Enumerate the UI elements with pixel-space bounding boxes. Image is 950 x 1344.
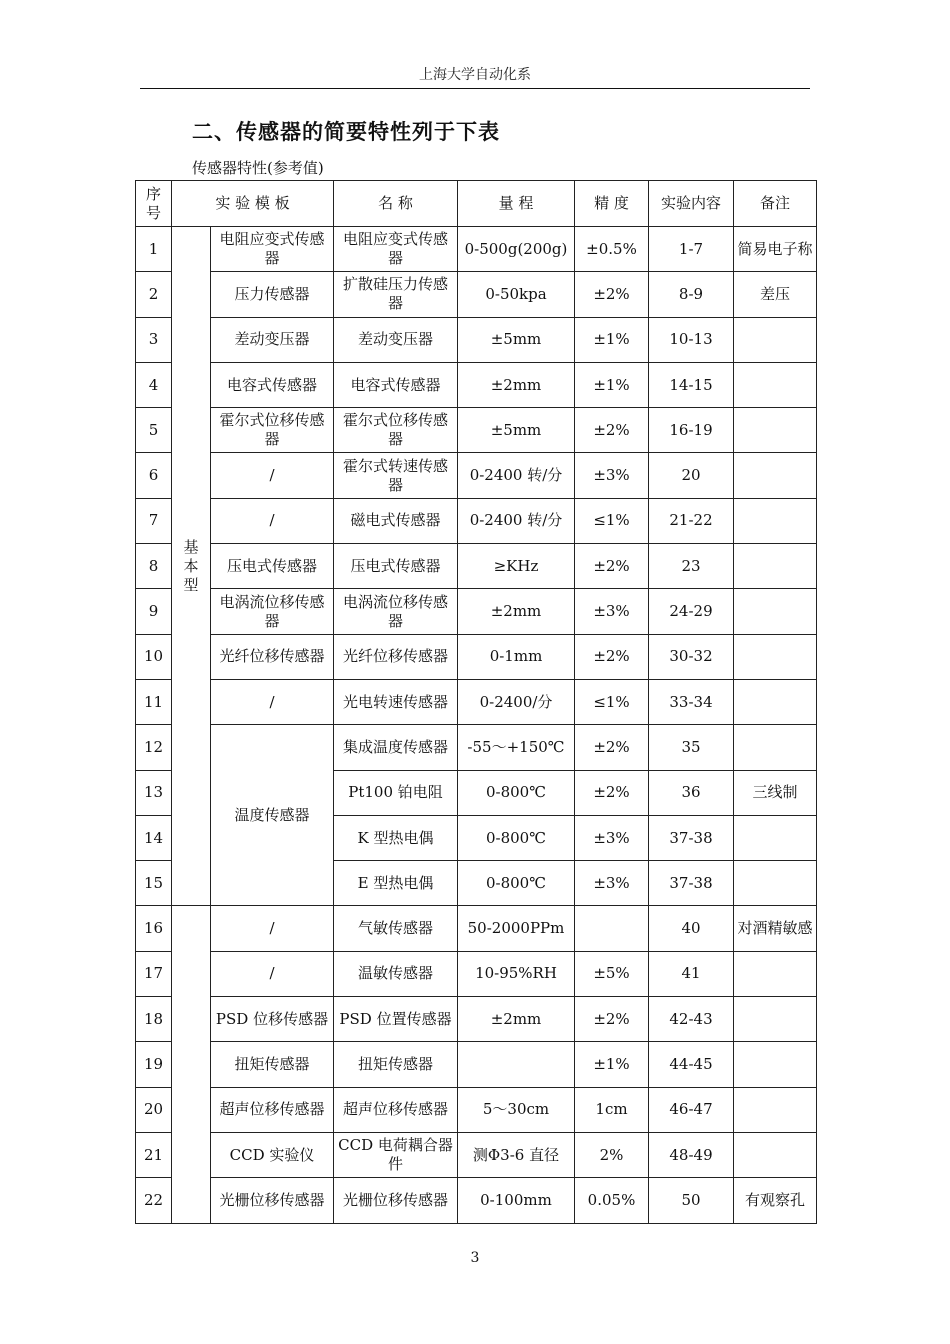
accuracy-cell: ±2%: [575, 725, 649, 770]
table-row: [136, 498, 817, 543]
row-number: 17: [136, 951, 172, 996]
note-cell: [734, 1087, 817, 1132]
module-cell: 扭矩传感器: [211, 1042, 334, 1087]
name-cell: 光栅位移传感器: [334, 1178, 458, 1223]
sensor-spec-table: [135, 180, 817, 1224]
accuracy-cell: ±2%: [575, 634, 649, 679]
range-cell: -55～+150℃: [458, 725, 575, 770]
range-cell: 0-800℃: [458, 770, 575, 815]
row-number: 1: [136, 227, 172, 272]
accuracy-cell: ≤1%: [575, 679, 649, 724]
table-row: [136, 589, 817, 634]
name-cell: 扭矩传感器: [334, 1042, 458, 1087]
name-cell: 电容式传感器: [334, 362, 458, 407]
module-cell: 电阻应变式传感器: [211, 227, 334, 272]
range-cell: 5～30cm: [458, 1087, 575, 1132]
table-row: [136, 997, 817, 1042]
experiment-cell: 36: [649, 770, 734, 815]
name-cell: 差动变压器: [334, 317, 458, 362]
row-number: 16: [136, 906, 172, 951]
note-cell: [734, 1132, 817, 1177]
experiment-cell: 24-29: [649, 589, 734, 634]
note-cell: 简易电子称: [734, 227, 817, 272]
module-cell: 压电式传感器: [211, 544, 334, 589]
header-cell-experiment: 实验内容: [649, 181, 734, 227]
module-cell: 压力传感器: [211, 272, 334, 317]
module-cell: /: [211, 679, 334, 724]
accuracy-cell: 1cm: [575, 1087, 649, 1132]
note-cell: [734, 498, 817, 543]
accuracy-cell: ±2%: [575, 272, 649, 317]
experiment-cell: 16-19: [649, 408, 734, 453]
note-cell: [734, 815, 817, 860]
range-cell: ±2mm: [458, 997, 575, 1042]
table-row: [136, 951, 817, 996]
range-cell: ±5mm: [458, 317, 575, 362]
name-cell: 温敏传感器: [334, 951, 458, 996]
name-cell: CCD 电荷耦合器件: [334, 1132, 458, 1177]
module-cell: /: [211, 951, 334, 996]
table-header-row: [136, 181, 817, 227]
range-cell: 0-2400 转/分: [458, 498, 575, 543]
range-cell: 0-2400/分: [458, 679, 575, 724]
row-number: 15: [136, 861, 172, 906]
accuracy-cell: ±0.5%: [575, 227, 649, 272]
module-cell: 电容式传感器: [211, 362, 334, 407]
module-cell: 光栅位移传感器: [211, 1178, 334, 1223]
row-number: 7: [136, 498, 172, 543]
table-row: [136, 1042, 817, 1087]
accuracy-cell: ±1%: [575, 317, 649, 362]
accuracy-cell: ±3%: [575, 815, 649, 860]
experiment-cell: 37-38: [649, 815, 734, 860]
row-number: 11: [136, 679, 172, 724]
range-cell: 0-100mm: [458, 1178, 575, 1223]
range-cell: 0-1mm: [458, 634, 575, 679]
module-cell: /: [211, 453, 334, 498]
note-cell: 对酒精敏感: [734, 906, 817, 951]
experiment-cell: 33-34: [649, 679, 734, 724]
table-row: [136, 679, 817, 724]
name-cell: 电阻应变式传感器: [334, 227, 458, 272]
name-cell: 超声位移传感器: [334, 1087, 458, 1132]
table-row: [136, 227, 817, 272]
group-label: [175, 538, 207, 595]
group-label-char: 本: [183, 556, 199, 575]
table-row: [136, 1132, 817, 1177]
table-row: [136, 1178, 817, 1223]
accuracy-cell: ±5%: [575, 951, 649, 996]
experiment-cell: 48-49: [649, 1132, 734, 1177]
table-row: [136, 906, 817, 951]
accuracy-cell: ±2%: [575, 997, 649, 1042]
page-number: 3: [470, 1250, 480, 1266]
accuracy-cell: ±1%: [575, 362, 649, 407]
experiment-cell: 40: [649, 906, 734, 951]
table-row: [136, 408, 817, 453]
row-number: 3: [136, 317, 172, 362]
note-cell: [734, 725, 817, 770]
row-number: 10: [136, 634, 172, 679]
experiment-cell: 35: [649, 725, 734, 770]
range-cell: 0-50kpa: [458, 272, 575, 317]
row-number: 19: [136, 1042, 172, 1087]
table-row: [136, 453, 817, 498]
accuracy-cell: 0.05%: [575, 1178, 649, 1223]
module-cell: 电涡流位移传感器: [211, 589, 334, 634]
header-cell-note: 备注: [734, 181, 817, 227]
header-cell-module: 实 验 模 板: [172, 181, 334, 227]
experiment-cell: 42-43: [649, 997, 734, 1042]
module-cell: 超声位移传感器: [211, 1087, 334, 1132]
note-cell: [734, 408, 817, 453]
accuracy-cell: ±2%: [575, 544, 649, 589]
header-cell-accuracy: 精 度: [575, 181, 649, 227]
row-number: 12: [136, 725, 172, 770]
row-number: 21: [136, 1132, 172, 1177]
experiment-cell: 46-47: [649, 1087, 734, 1132]
page-header-title: 上海大学自动化系: [419, 67, 531, 83]
header-cell-range: 量 程: [458, 181, 575, 227]
table-body: [136, 227, 817, 1224]
module-cell: /: [211, 906, 334, 951]
range-cell: 0-2400 转/分: [458, 453, 575, 498]
experiment-cell: 23: [649, 544, 734, 589]
row-number: 6: [136, 453, 172, 498]
group-label-cell: [172, 906, 211, 1223]
name-cell: 霍尔式转速传感器: [334, 453, 458, 498]
module-cell: PSD 位移传感器: [211, 997, 334, 1042]
range-cell: 0-800℃: [458, 861, 575, 906]
note-cell: [734, 997, 817, 1042]
note-cell: [734, 861, 817, 906]
row-number: 4: [136, 362, 172, 407]
name-cell: 电涡流位移传感器: [334, 589, 458, 634]
row-number: 2: [136, 272, 172, 317]
note-cell: [734, 589, 817, 634]
note-cell: 三线制: [734, 770, 817, 815]
name-cell: 扩散硅压力传感器: [334, 272, 458, 317]
table-row: [136, 544, 817, 589]
table-row: [136, 362, 817, 407]
name-cell: PSD 位置传感器: [334, 997, 458, 1042]
row-number: 13: [136, 770, 172, 815]
module-cell: CCD 实验仪: [211, 1132, 334, 1177]
note-cell: 有观察孔: [734, 1178, 817, 1223]
experiment-cell: 50: [649, 1178, 734, 1223]
note-cell: [734, 544, 817, 589]
range-cell: 测Φ3-6 直径: [458, 1132, 575, 1177]
header-cell-name: 名 称: [334, 181, 458, 227]
module-cell: 温度传感器: [211, 725, 334, 906]
name-cell: E 型热电偶: [334, 861, 458, 906]
accuracy-cell: ±2%: [575, 408, 649, 453]
note-cell: [734, 317, 817, 362]
note-cell: [734, 453, 817, 498]
accuracy-cell: ±3%: [575, 589, 649, 634]
group-label-char: 基: [183, 537, 199, 556]
accuracy-cell: ≤1%: [575, 498, 649, 543]
range-cell: 0-500g(200g): [458, 227, 575, 272]
name-cell: 磁电式传感器: [334, 498, 458, 543]
row-number: 9: [136, 589, 172, 634]
experiment-cell: 41: [649, 951, 734, 996]
range-cell: 0-800℃: [458, 815, 575, 860]
note-cell: [734, 634, 817, 679]
experiment-cell: 21-22: [649, 498, 734, 543]
range-cell: ±2mm: [458, 589, 575, 634]
row-number: 14: [136, 815, 172, 860]
header-cell-no: 序号: [136, 181, 172, 227]
accuracy-cell: ±2%: [575, 770, 649, 815]
experiment-cell: 37-38: [649, 861, 734, 906]
experiment-cell: 8-9: [649, 272, 734, 317]
row-number: 8: [136, 544, 172, 589]
module-cell: 光纤位移传感器: [211, 634, 334, 679]
accuracy-cell: 2%: [575, 1132, 649, 1177]
note-cell: [734, 362, 817, 407]
table-caption: 传感器特性(参考值): [192, 159, 324, 177]
row-number: 20: [136, 1087, 172, 1132]
name-cell: Pt100 铂电阻: [334, 770, 458, 815]
section-title: 二、传感器的简要特性列于下表: [192, 120, 500, 144]
name-cell: 霍尔式位移传感器: [334, 408, 458, 453]
table-row: [136, 317, 817, 362]
name-cell: 集成温度传感器: [334, 725, 458, 770]
range-cell: [458, 1042, 575, 1087]
experiment-cell: 44-45: [649, 1042, 734, 1087]
name-cell: 压电式传感器: [334, 544, 458, 589]
range-cell: ±5mm: [458, 408, 575, 453]
row-number: 18: [136, 997, 172, 1042]
group-label-cell: [172, 227, 211, 906]
module-cell: 霍尔式位移传感器: [211, 408, 334, 453]
name-cell: K 型热电偶: [334, 815, 458, 860]
module-cell: /: [211, 498, 334, 543]
accuracy-cell: ±3%: [575, 453, 649, 498]
range-cell: 10-95%RH: [458, 951, 575, 996]
header-divider: [140, 88, 810, 89]
experiment-cell: 1-7: [649, 227, 734, 272]
accuracy-cell: ±1%: [575, 1042, 649, 1087]
table-row: [136, 634, 817, 679]
name-cell: 气敏传感器: [334, 906, 458, 951]
experiment-cell: 10-13: [649, 317, 734, 362]
module-cell: 差动变压器: [211, 317, 334, 362]
name-cell: 光电转速传感器: [334, 679, 458, 724]
range-cell: ≥KHz: [458, 544, 575, 589]
experiment-cell: 30-32: [649, 634, 734, 679]
range-cell: ±2mm: [458, 362, 575, 407]
accuracy-cell: ±3%: [575, 861, 649, 906]
table-row: [136, 1087, 817, 1132]
table-row: [136, 272, 817, 317]
accuracy-cell: [575, 906, 649, 951]
note-cell: 差压: [734, 272, 817, 317]
group-label-char: 型: [183, 575, 199, 594]
note-cell: [734, 951, 817, 996]
table-row: [136, 725, 817, 770]
note-cell: [734, 1042, 817, 1087]
note-cell: [734, 679, 817, 724]
row-number: 5: [136, 408, 172, 453]
range-cell: 50-2000PPm: [458, 906, 575, 951]
experiment-cell: 14-15: [649, 362, 734, 407]
row-number: 22: [136, 1178, 172, 1223]
experiment-cell: 20: [649, 453, 734, 498]
name-cell: 光纤位移传感器: [334, 634, 458, 679]
